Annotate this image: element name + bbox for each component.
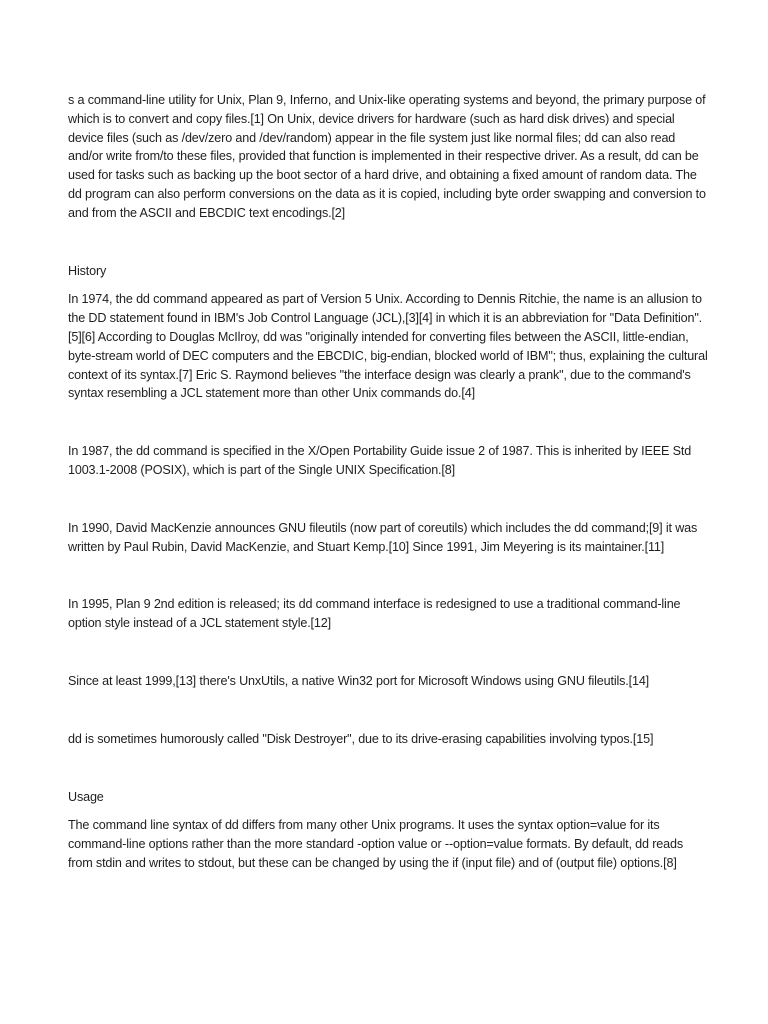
usage-paragraph: The command line syntax of dd differs from many other Unix programs. It uses the syntax option=value for its command-line options rather than the more standard -option value or --option=value formats. By default, dd reads from stdin and writes to stdout, but these can be changed by using the if (input file) and of (output file) options.[8] [68,818,683,870]
intro-paragraph: s a command-line utility for Unix, Plan 9, Inferno, and Unix-like operating systems and beyond, the primary purpose of which is to convert and copy files.[1] On Unix, device drivers for hardware (such as hard disk drives) and special device files (such as /dev/zero and /dev/random) appear in the file system just like normal files; dd can also read and/or write from/to these files, provided that function is implemented in their respective driver. As a result, dd can be used for tasks such as backing up the boot sector of a hard drive, and obtaining a fixed amount of random data. The dd program can also perform conversions on the data as it is copied, including byte order swapping and conversion to and from the ASCII and EBCDIC text encodings.[2] [68,93,706,220]
usage-heading: Usage [68,789,104,804]
history-paragraph-1995: In 1995, Plan 9 2nd edition is released; its dd command interface is redesigned to use a traditional command-line option style instead of a JCL statement style.[12] [68,597,681,631]
history-paragraph-1990: In 1990, David MacKenzie announces GNU fileutils (now part of coreutils) which includes the dd command;[9] it was written by Paul Rubin, David MacKenzie, and Stuart Kemp.[10] Since 1991, Jim Meyering is its maintainer.[11] [68,520,698,554]
history-paragraph-disk-destroyer: dd is sometimes humorously called "Disk Destroyer", due to its drive-erasing capabilities involving typos.[15] [68,731,654,746]
history-paragraph-1974: In 1974, the dd command appeared as part of Version 5 Unix. According to Dennis Ritchie, the name is an allusion to the DD statement found in IBM's Job Control Language (JCL),[3][4] in which it is an abbreviation for "Data Definition".[5][6] According to Douglas McIlroy, dd was "originally intended for converting files between the ASCII, little-endian, byte-stream world of DEC computers and the EBCDIC, big-endian, blocked world of IBM"; thus, explaining the cultural context of its syntax.[7] Eric S. Raymond believes "the interface design was clearly a prank", due to the command's syntax resembling a JCL statement more than other Unix commands do.[4] [68,292,708,401]
history-heading: History [68,263,107,278]
history-paragraph-1999: Since at least 1999,[13] there's UnxUtils, a native Win32 port for Microsoft Windows using GNU fileutils.[14] [68,673,650,688]
history-paragraph-1987: In 1987, the dd command is specified in the X/Open Portability Guide issue 2 of 1987. This is inherited by IEEE Std 1003.1-2008 (POSIX), which is part of the Single UNIX Specification.[8] [68,444,692,477]
